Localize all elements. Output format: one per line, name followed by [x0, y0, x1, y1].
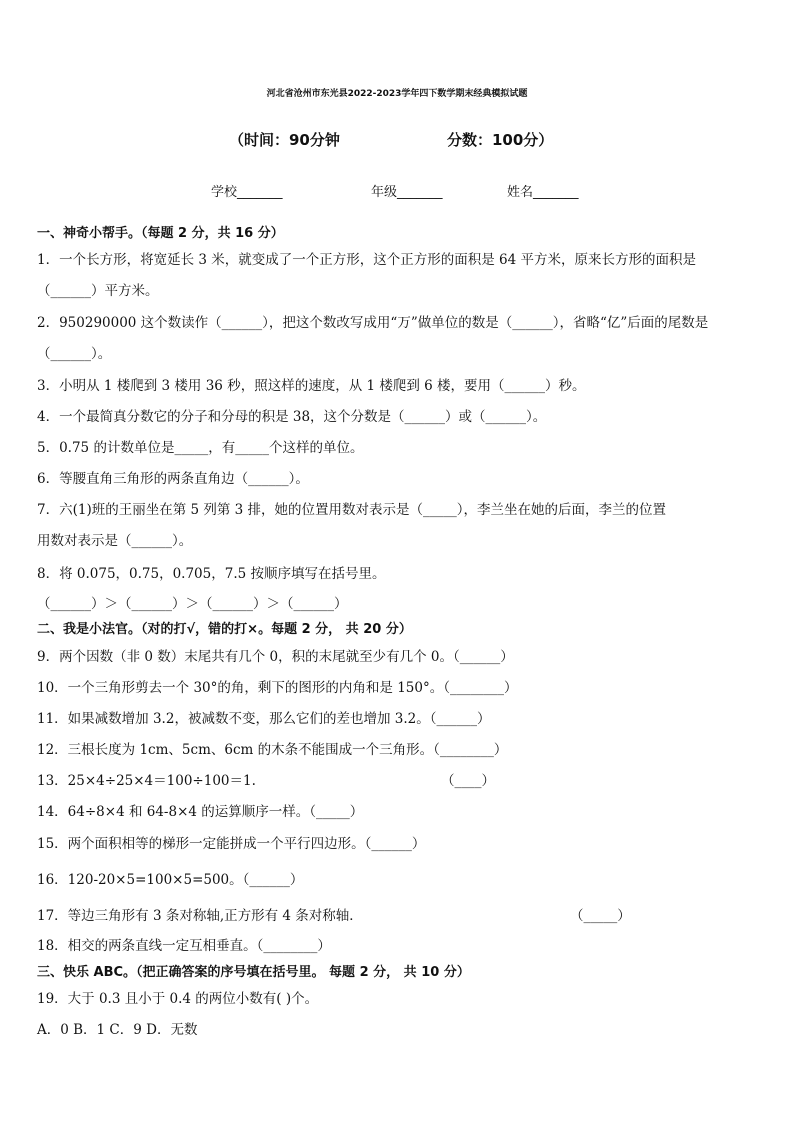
- page-title: 河北省沧州市东光县2022-2023学年四下数学期末经典模拟试题: [266, 89, 528, 99]
- exam-score: 分数：100分）: [447, 131, 554, 149]
- question-13: 13．25×4÷25×4＝100÷100＝1.: [37, 773, 256, 789]
- question-7: 7．六(1)班的王丽坐在第 5 列第 3 排，她的位置用数对表示是（_____），李兰坐在她的后面，李兰的位置: [37, 502, 667, 518]
- exam-time: （时间：90分钟: [229, 131, 340, 149]
- question-18: 18．相交的两条直线一定互相垂直。（________）: [37, 938, 331, 954]
- section-2-heading: 二、我是小法官。（对的打√，错的打×。每题 2 分， 共 20 分）: [37, 622, 412, 637]
- question-8: 8．将 0.075，0.75，0.705，7.5 按顺序填写在括号里。: [37, 566, 386, 582]
- question-1-cont: （______）平方米。: [37, 283, 159, 299]
- question-10: 10．一个三角形剪去一个 30°的角，剩下的图形的内角和是 150°。（________）: [37, 680, 518, 696]
- grade-field: 年级_______: [371, 185, 443, 200]
- question-12: 12．三根长度为 1cm、5cm、6cm 的木条不能围成一个三角形。（________）: [37, 742, 508, 758]
- section-3-heading: 三、快乐 ABC。（把正确答案的序号填在括号里。 每题 2 分， 共 10 分）: [37, 965, 470, 980]
- question-1: 1．一个长方形，将宽延长 3 米，就变成了一个正方形，这个正方形的面积是 64 平方米，原来长方形的面积是: [37, 252, 697, 268]
- question-5: 5．0.75 的计数单位是_____，有_____个这样的单位。: [37, 440, 364, 456]
- question-7-cont: 用数对表示是（______）。: [37, 533, 193, 549]
- question-17: 17．等边三角形有 3 条对称轴,正方形有 4 条对称轴．: [37, 908, 363, 924]
- question-3: 3．小明从 1 楼爬到 3 楼用 36 秒，照这样的速度，从 1 楼爬到 6 楼，要用（______）秒。: [37, 378, 586, 394]
- question-2: 2．950290000 这个数读作（______），把这个数改写成用“万”做单位的数是（______），省略“亿”后面的尾数是: [37, 315, 709, 331]
- name-field: 姓名_______: [507, 185, 579, 200]
- question-16: 16．120-20×5=100×5=500。（______）: [37, 872, 304, 888]
- question-2-cont: （______）。: [37, 346, 112, 362]
- question-6: 6．等腰直角三角形的两条直角边（______）。: [37, 471, 309, 487]
- question-19-options: A．0 B．1 C．9 D．无数: [37, 1022, 198, 1038]
- question-14: 14．64÷8×4 和 64-8×4 的运算顺序一样。（_____）: [37, 804, 364, 820]
- question-9: 9．两个因数（非 0 数）末尾共有几个 0，积的末尾就至少有几个 0。（______）: [37, 649, 514, 665]
- question-19: 19．大于 0.3 且小于 0.4 的两位小数有( )个。: [37, 991, 319, 1007]
- question-17-answer: （_____）: [570, 908, 631, 924]
- question-15: 15．两个面积相等的梯形一定能拼成一个平行四边形。（______）: [37, 836, 426, 852]
- question-8-blanks: （______）＞（______）＞（______）＞（______）: [37, 596, 348, 612]
- section-1-heading: 一、神奇小帮手。（每题 2 分，共 16 分）: [37, 226, 284, 241]
- question-13-answer: （____）: [441, 773, 495, 789]
- school-field: 学校_______: [211, 185, 283, 200]
- question-4: 4．一个最简真分数它的分子和分母的积是 38，这个分数是（______）或（______）。: [37, 409, 547, 425]
- question-11: 11．如果减数增加 3.2，被减数不变，那么它们的差也增加 3.2。（______）: [37, 711, 491, 727]
